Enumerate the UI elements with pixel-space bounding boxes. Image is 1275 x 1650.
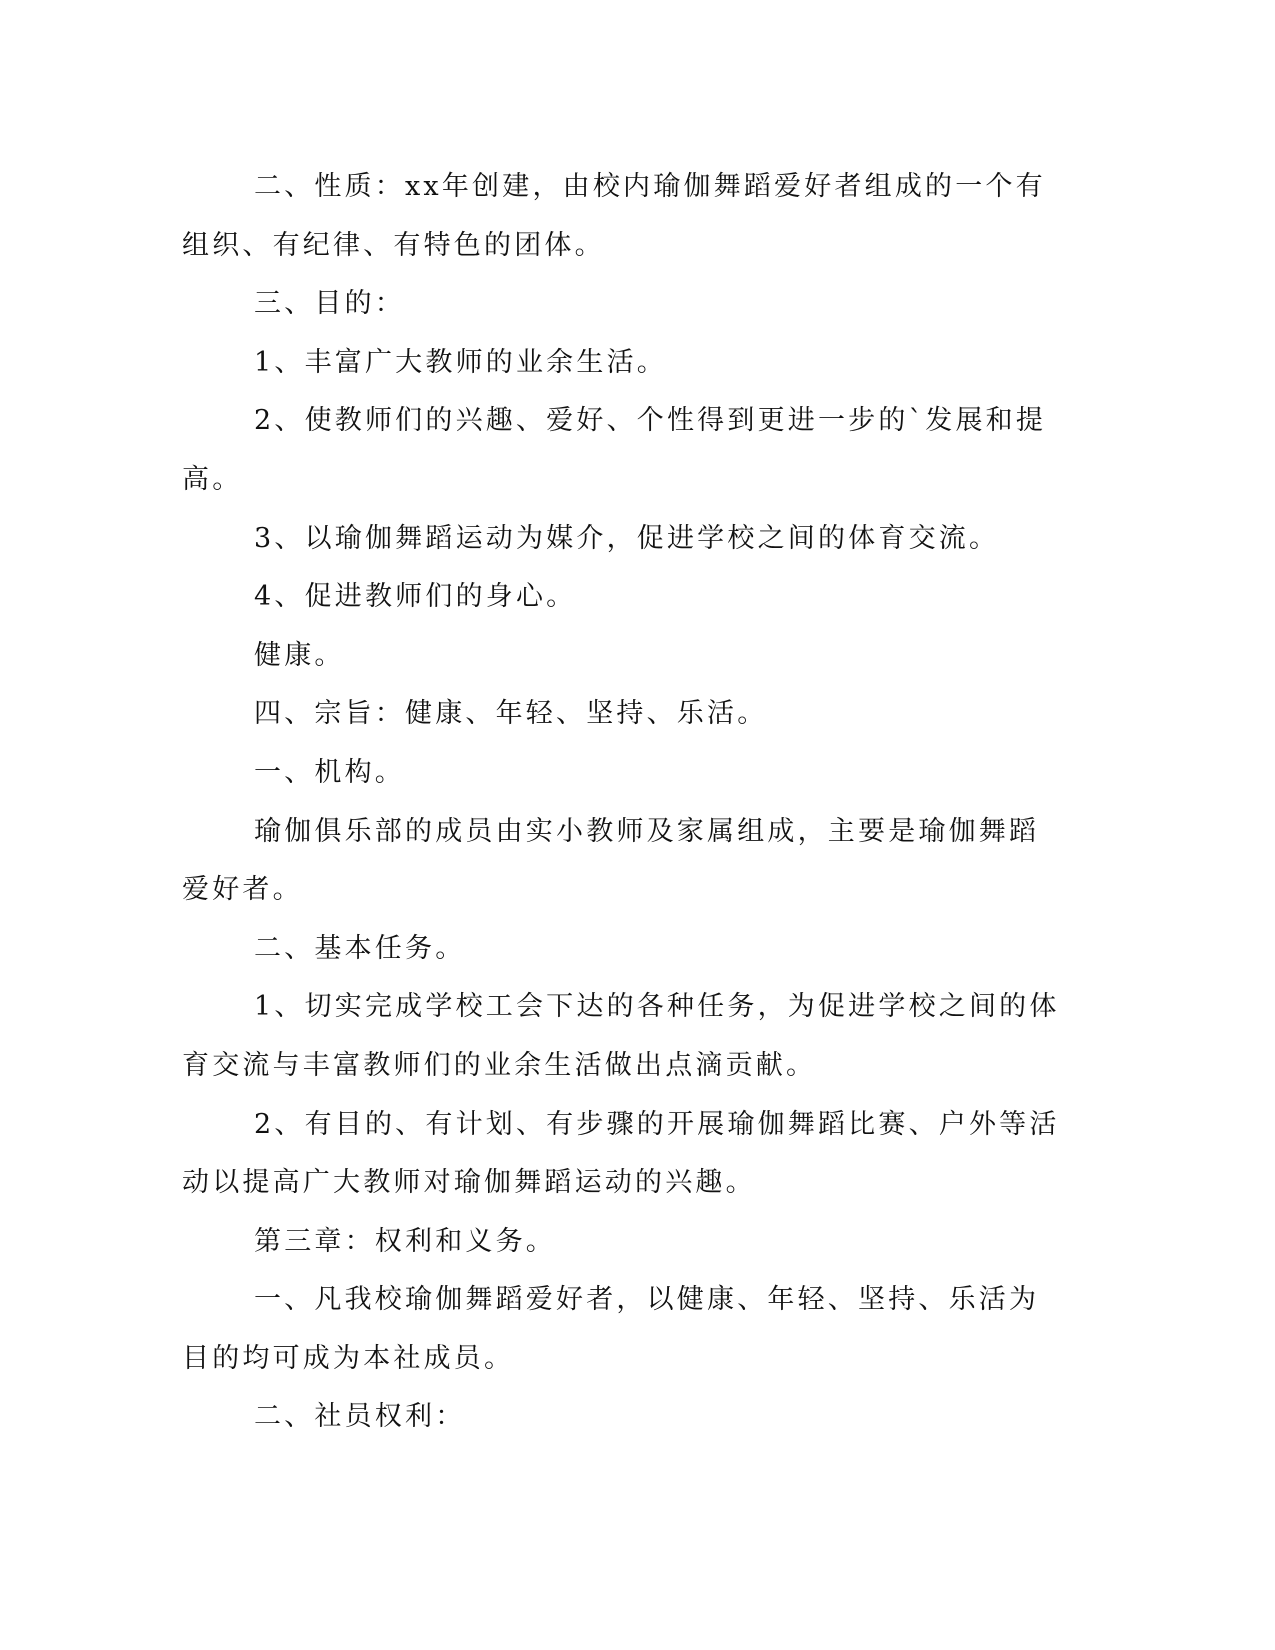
- paragraph-membership-eligibility: 一、凡我校瑜伽舞蹈爱好者，以健康、年轻、坚持、乐活为目的均可成为本社成员。: [182, 1284, 1040, 1374]
- paragraph-purpose-item-2: 2、使教师们的兴趣、爱好、个性得到更进一步的`发展和提高。: [182, 405, 1047, 495]
- paragraph-chapter-three-heading: 第三章：权利和义务。: [254, 1225, 556, 1257]
- paragraph-member-rights-heading: 二、社员权利：: [254, 1401, 466, 1433]
- paragraph-tenet: 四、宗旨：健康、年轻、坚持、乐活。: [254, 698, 768, 730]
- paragraph-organization-members: 瑜伽俱乐部的成员由实小教师及家属组成，主要是瑜伽舞蹈爱好者。: [182, 815, 1040, 906]
- document-body: [182, 158, 1062, 1447]
- paragraph-purpose-item-4-continued: 健康。: [254, 639, 345, 671]
- paragraph-task-2: 2、有目的、有计划、有步骤的开展瑜伽舞蹈比赛、户外等活动以提高广大教师对瑜伽舞蹈运动的兴趣。: [182, 1108, 1060, 1199]
- paragraph-nature: 二、性质：xx年创建，由校内瑜伽舞蹈爱好者组成的一个有组织、有纪律、有特色的团体。: [182, 171, 1046, 261]
- paragraph-purpose-item-3: 3、以瑜伽舞蹈运动为媒介，促进学校之间的体育交流。: [254, 522, 1000, 554]
- paragraph-task-1: 1、切实完成学校工会下达的各种任务，为促进学校之间的体育交流与丰富教师们的业余生活做出点滴贡献。: [182, 991, 1060, 1081]
- paragraph-tasks-heading: 二、基本任务。: [254, 932, 466, 964]
- paragraph-purpose-heading: 三、目的：: [254, 288, 405, 320]
- paragraph-purpose-item-1: 1、丰富广大教师的业余生活。: [254, 346, 667, 378]
- paragraph-purpose-item-4: 4、促进教师们的身心。: [254, 581, 577, 613]
- paragraph-organization-heading: 一、机构。: [254, 756, 405, 788]
